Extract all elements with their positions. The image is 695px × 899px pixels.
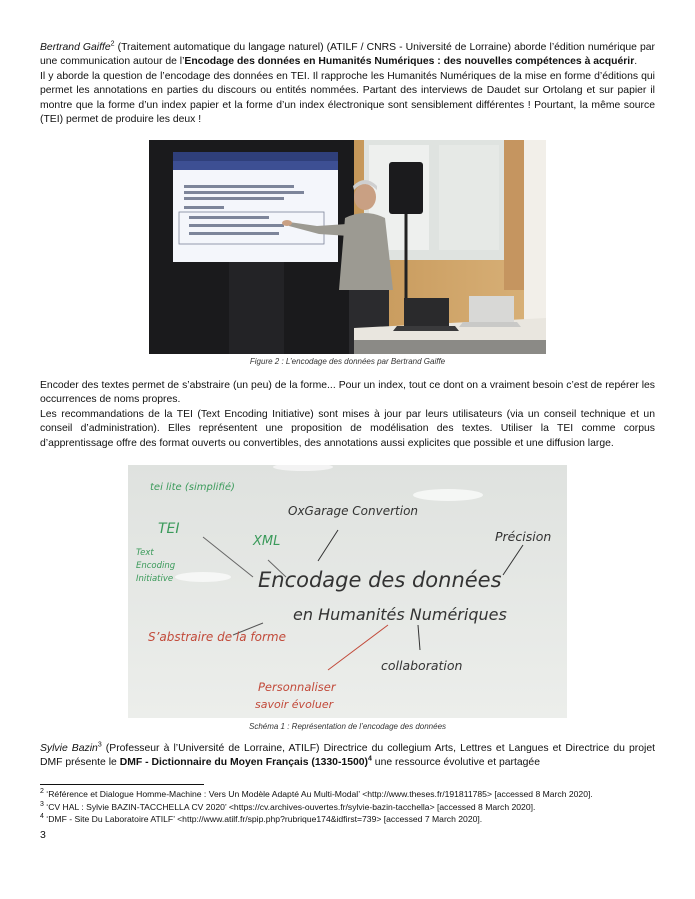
talk-title: Encodage des données en Humanités Numériques : des nouvelles compétences à acquérir <box>184 56 635 68</box>
author-name: Sylvie Bazin <box>40 743 98 754</box>
word-text-encoding-1: Text <box>136 548 154 558</box>
footnote-number: 2 <box>40 788 44 796</box>
footnote-text: ‘Référence et Dialogue Homme-Machine : Vers Un Modèle Adapté Au Multi-Modal’ <http://www.theses.fr/191811785> [accessed 8 March 2020]. <box>46 789 593 799</box>
intro-end: . <box>634 56 638 68</box>
footnotes <box>40 788 660 826</box>
footnote-2 <box>40 788 660 801</box>
photo-scene <box>149 140 546 354</box>
whiteboard-drawing <box>128 465 567 718</box>
paragraph-gaiffe <box>40 41 655 127</box>
page-number: 3 <box>40 829 46 841</box>
word-text-encoding-3: Initiative <box>136 574 174 584</box>
word-tei: TEI <box>158 521 180 537</box>
gaiffe-intro <box>40 41 655 70</box>
center-line-1: Encodage des données <box>258 568 502 592</box>
footnote-ref: 4 <box>368 755 372 763</box>
word-precision: Précision <box>495 529 552 544</box>
schema-1-caption: Schéma 1 : Représentation de l’encodage des données <box>248 722 447 731</box>
dmf-title: DMF - Dictionnaire du Moyen Français (1330-1500) <box>119 757 368 769</box>
paragraph-bazin <box>40 742 655 771</box>
word-oxgarage: OxGarage Convertion <box>288 504 419 518</box>
encodage-line-2: Les recommandations de la TEI (Text Encoding Initiative) sont mises à jour par leurs utilisateurs (via un conseil technique et un conseil d’administration). Elles représentent une proposition de modélisation des textes. Utiliser la TEI comme corpus d’apprentissage offre des format ouverts ou convertibles, des annotations aussi explicites que possible et une diffusion large. <box>40 408 655 449</box>
figure-2-photo <box>149 140 546 354</box>
bazin-end: une ressource évolutive et partagée <box>371 757 540 769</box>
word-personnaliser: Personnaliser <box>258 680 336 694</box>
word-collaboration: collaboration <box>381 658 463 673</box>
author-name: Bertrand Gaiffe <box>40 42 111 53</box>
footnote-ref: 2 <box>110 40 115 48</box>
intro-text: (Traitement automatique du langage naturel) (ATILF / CNRS - Université de Lorraine) aborde l’édition numérique par une communication autour de l’ <box>40 42 655 68</box>
word-tei-lite: tei lite (simplifié) <box>150 482 235 493</box>
bazin-intro <box>40 742 655 771</box>
word-abstraire: S’abstraire de la forme <box>148 630 286 644</box>
schema-1-whiteboard <box>128 465 567 718</box>
footnote-rule <box>40 784 204 785</box>
figure-2-caption: Figure 2 : L’encodage des données par Bertrand Gaiffe <box>249 357 446 366</box>
bazin-text: (Professeur à l’Université de Lorraine, ATILF) Directrice du collegium Arts, Lettres et Langues et Directrice du projet DMF présente le <box>40 743 656 769</box>
footnote-4 <box>40 813 660 826</box>
encodage-line-1: Encoder des textes permet de s’abstraire (un peu) de la forme... Pour un index, tout ce dont on a vraiment besoin c’est de repérer les occurrences de noms propres. <box>40 380 655 406</box>
word-savoir-evoluer: savoir évoluer <box>255 698 334 711</box>
footnote-number: 3 <box>40 800 44 808</box>
word-text-encoding-2: Encoding <box>136 561 176 571</box>
footnote-ref: 3 <box>97 741 102 749</box>
paragraph-encodage <box>40 379 655 451</box>
footnote-3 <box>40 801 660 814</box>
gaiffe-body: Il y aborde la question de l’encodage des données en TEI. Il rapproche les Humanités Numériques de la mise en forme d’éditions qui permet les annotations en parties du discours ou entités nommées. Partant des interviews de Daudet sur Ortolang et sur papier il montre que la forme d’un index papier et la forme d’un index électronique sont sensiblement différentes ! Pourtant, la même source (TEI) permet de produire les deux ! <box>40 70 655 126</box>
center-line-2: en Humanités Numériques <box>293 605 507 624</box>
word-xml: XML <box>253 534 281 549</box>
footnote-number: 4 <box>40 813 44 821</box>
footnote-text: ‘DMF - Site Du Laboratoire ATILF’ <http://www.atilf.fr/spip.php?rubrique174&idfirst=739> [accessed 7 March 2020]. <box>46 814 483 825</box>
footnote-text: ‘CV HAL : Sylvie BAZIN-TACCHELLA CV 2020’ <https://cv.archives-ouvertes.fr/sylvie-bazin-tacchella> [accessed 8 March 2020]. <box>46 801 536 812</box>
